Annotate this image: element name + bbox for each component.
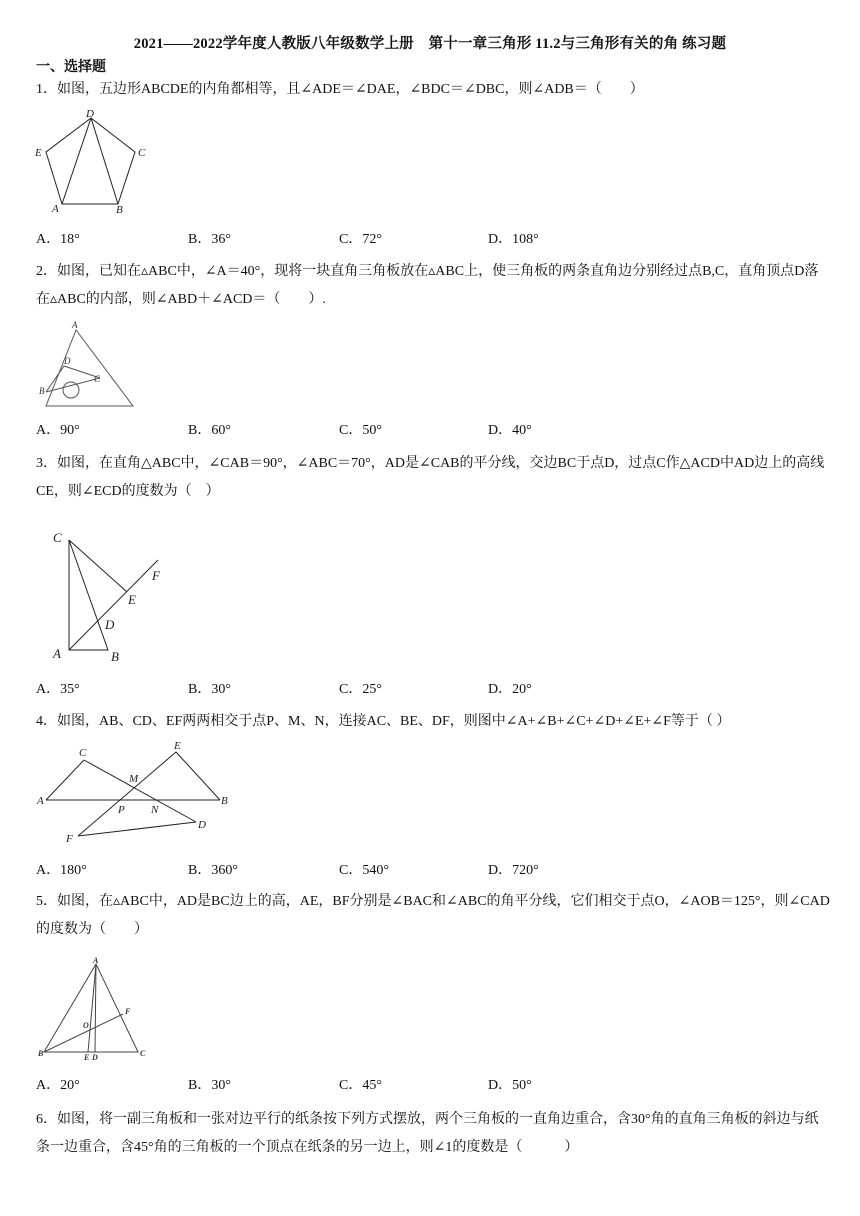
option-b[interactable]: B．60° (188, 423, 231, 438)
label-n: N (151, 804, 159, 816)
label-b: B (116, 204, 123, 216)
label-b: B (221, 795, 228, 807)
option-c[interactable]: C．50° (339, 423, 382, 438)
option-b[interactable]: B．30° (188, 682, 231, 697)
set-square-hole (63, 382, 79, 398)
segment-da (62, 118, 91, 204)
label-m: M (129, 773, 139, 785)
segment-df (78, 822, 196, 836)
option-c[interactable]: C．25° (339, 682, 382, 697)
question-2-text: 2．如图，已知在▵ABC中，∠A＝40°，现将一块直角三角板放在▵ABC上，使三角板的两条直角边分别经过点B,C，直角顶点D落在▵ABC的内部，则∠ABD＋∠ACD＝（ ）. (36, 264, 819, 307)
segment-cd (84, 760, 196, 822)
label-f: F (152, 568, 160, 583)
question-6-text: 6．如图，将一副三角板和一张对边平行的纸条按下列方式摆放，两个三角板的一直角边重合，含30°角的直角三角板的斜边与纸条一边重合，含45°角的三角板的一个顶点在纸条的另一边上，则∠1的度数是（ ） (36, 1112, 819, 1155)
question-3-text: 3．如图，在直角△ABC中，∠CAB＝90°，∠ABC＝70°，AD是∠CAB的平分线，交边BC于点D，过点C作△ACD中AD边上的高线CE，则∠ECD的度数为（ ） (36, 456, 825, 499)
segment-db (91, 118, 118, 204)
option-a[interactable]: A．90° (36, 423, 80, 438)
question-2-figure (38, 320, 136, 410)
section-heading: 一、选择题 (36, 60, 106, 75)
label-c: C (138, 147, 146, 159)
option-d[interactable]: D．20° (488, 682, 532, 697)
label-c: C (140, 1049, 146, 1058)
label-d: D (198, 819, 206, 831)
label-b: B (39, 386, 45, 396)
question-3-figure (48, 528, 178, 666)
ray-af (69, 560, 158, 650)
option-c[interactable]: C．72° (339, 232, 382, 247)
option-a[interactable]: A．35° (36, 682, 80, 697)
label-e: E (128, 592, 136, 607)
option-a[interactable]: A．18° (36, 232, 80, 247)
question-5-figure (38, 956, 154, 1064)
label-d: D (86, 108, 94, 120)
label-e: E (84, 1053, 90, 1062)
option-a[interactable]: A．20° (36, 1078, 80, 1093)
option-c[interactable]: C．540° (339, 863, 389, 878)
segment-be (176, 752, 220, 800)
question-1-text: 1．如图，五边形ABCDE的内角都相等，且∠ADE＝∠DAE，∠BDC＝∠DBC，则∠ADB＝（ ） (36, 82, 644, 97)
triangle-abc (46, 330, 133, 406)
option-b[interactable]: B．36° (188, 232, 231, 247)
segment-ac (46, 760, 84, 800)
question-5-text: 5．如图，在▵ABC中，AD是BC边上的高，AE，BF分别是∠BAC和∠ABC的角平分线，它们相交于点O，∠AOB＝125°，则∠CAD的度数为（ ） (36, 894, 830, 937)
question-4-figure (36, 740, 246, 846)
label-f: F (125, 1007, 131, 1016)
label-b: B (38, 1049, 44, 1058)
label-e: E (35, 147, 42, 159)
label-d: D (105, 617, 115, 632)
label-o: O (83, 1021, 89, 1030)
label-a: A (53, 646, 61, 661)
label-a: A (72, 320, 78, 330)
question-1-options (36, 228, 832, 250)
label-a: A (52, 203, 59, 215)
label-c: C (53, 530, 62, 545)
option-d[interactable]: D．50° (488, 1078, 532, 1093)
triangle-abc (44, 964, 138, 1052)
question-1-figure (34, 110, 156, 216)
label-c: C (94, 374, 101, 384)
option-d[interactable]: D．108° (488, 232, 539, 247)
triangle-abc (69, 540, 108, 650)
label-b: B (111, 649, 119, 664)
set-square (46, 366, 100, 392)
label-a: A (93, 956, 99, 965)
label-f: F (66, 833, 73, 845)
option-d[interactable]: D．720° (488, 863, 539, 878)
question-3-options (36, 678, 832, 700)
option-a[interactable]: A．180° (36, 863, 87, 878)
question-5-options (36, 1074, 832, 1096)
option-c[interactable]: C．45° (339, 1078, 382, 1093)
label-p: P (118, 804, 125, 816)
segment-bf (44, 1014, 123, 1052)
question-4-options (36, 859, 832, 881)
label-a: A (37, 795, 44, 807)
option-b[interactable]: B．30° (188, 1078, 231, 1093)
option-b[interactable]: B．360° (188, 863, 238, 878)
label-c: C (79, 747, 87, 759)
option-d[interactable]: D．40° (488, 423, 532, 438)
label-e: E (174, 740, 181, 752)
label-d: D (92, 1053, 98, 1062)
label-d: D (64, 356, 71, 366)
pentagon-shape (46, 118, 135, 204)
question-4-text: 4．如图，AB、CD、EF两两相交于点P、M、N，连接AC、BE、DF，则图中∠A+∠B+∠C+∠D+∠E+∠F等于（ ） (36, 714, 731, 729)
page-title: 2021——2022学年度人教版八年级数学上册 第十一章三角形 11.2与三角形有关的角 练习题 (133, 36, 727, 52)
question-2-options (36, 419, 832, 441)
